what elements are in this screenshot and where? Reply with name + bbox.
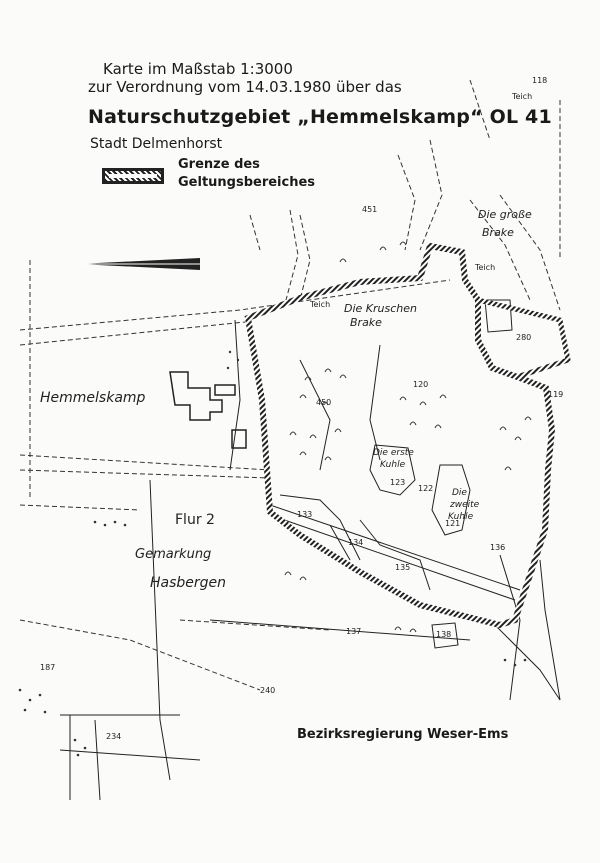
parcel-number: 280 <box>516 333 532 342</box>
place-kruschen-2: Brake <box>350 316 382 329</box>
parcel-number: 240 <box>260 686 276 695</box>
place-erste-kuhle-1: Die erste <box>373 448 414 458</box>
parcel-number: 451 <box>362 205 378 214</box>
place-hemmelskamp: Hemmelskamp <box>40 390 146 406</box>
parcel-number: 122 <box>418 484 434 493</box>
map-scale-line: Karte im Maßstab 1:3000 <box>103 60 293 78</box>
pond-label-teich-2: Teich <box>475 263 496 272</box>
parcel-number: 119 <box>548 390 564 399</box>
parcel-number: 120 <box>413 380 429 389</box>
parcel-number: 121 <box>445 519 461 528</box>
place-flur: Flur 2 <box>175 512 215 528</box>
legend-label-line1: Grenze des <box>178 157 260 172</box>
ponds <box>370 300 512 648</box>
parcel-number: 136 <box>490 543 506 552</box>
place-grosse-brake-2: Brake <box>482 226 514 239</box>
north-arrow-icon <box>78 258 200 270</box>
boundary-legend-swatch <box>102 168 164 184</box>
marsh-symbols <box>19 351 527 757</box>
legend-label <box>178 156 315 192</box>
place-grosse-brake-1: Die große <box>478 208 532 221</box>
parcel-number: 138 <box>436 630 452 639</box>
pond-label-teich-3: Teich <box>512 92 533 101</box>
map-title: Naturschutzgebiet „Hemmelskamp“ OL 41 <box>88 106 552 128</box>
parcel-number: 118 <box>532 76 548 85</box>
issuing-authority: Bezirksregierung Weser-Ems <box>297 727 509 742</box>
pond-label-teich-1: Teich <box>310 300 331 309</box>
regulation-line: zur Verordnung vom 14.03.1980 über das <box>88 78 402 96</box>
parcel-number: 135 <box>395 563 411 572</box>
place-zweite-kuhle-3: Kuhle <box>448 512 474 522</box>
parcel-number: 137 <box>346 627 362 636</box>
place-zweite-kuhle-1: Die <box>452 488 467 498</box>
city-name: Stadt Delmenhorst <box>90 136 223 152</box>
parcel-number: 133 <box>297 510 313 519</box>
parcel-number: 450 <box>316 398 332 407</box>
parcel-number: 187 <box>40 663 56 672</box>
parcel-number: 234 <box>106 732 122 741</box>
parcel-number: 134 <box>348 538 364 547</box>
place-erste-kuhle-2: Kuhle <box>380 460 406 470</box>
place-zweite-kuhle-2: zweite <box>450 500 480 510</box>
parcel-number: 123 <box>390 478 406 487</box>
legend-label-line2: Geltungsbereiches <box>178 175 316 190</box>
place-hasbergen: Hasbergen <box>150 575 227 591</box>
place-kruschen-1: Die Kruschen <box>344 302 417 315</box>
place-gemarkung: Gemarkung <box>135 547 212 562</box>
